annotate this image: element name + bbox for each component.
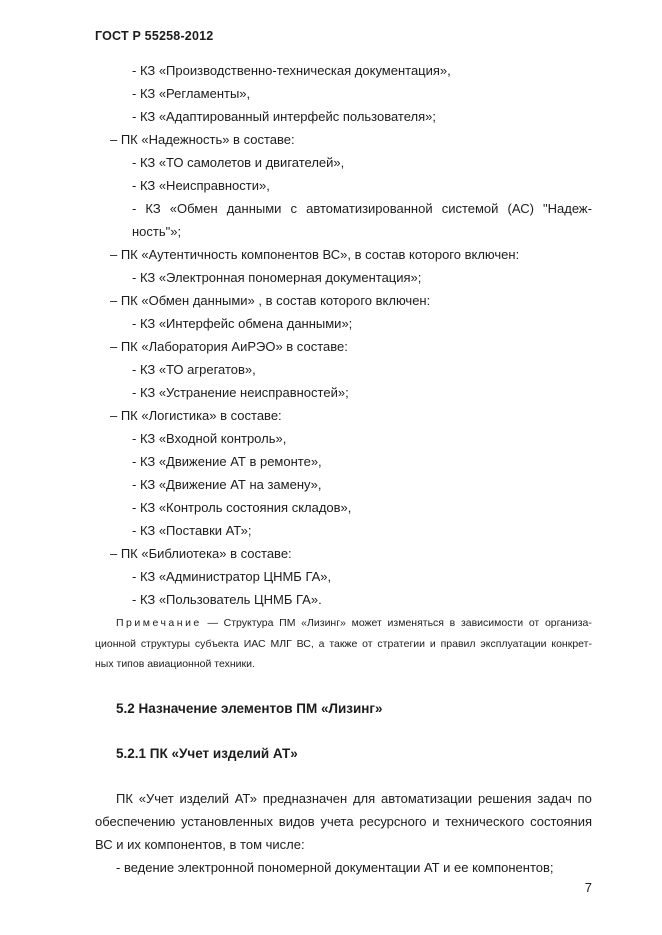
list-item: – ПК «Надежность» в составе: xyxy=(110,132,295,147)
list-item: – ПК «Библиотека» в составе: xyxy=(110,546,292,561)
list-item: – ПК «Аутентичность компонентов ВС», в состав которого включен: xyxy=(110,247,520,262)
page-number: 7 xyxy=(584,880,592,895)
pm-lizing-structure-list xyxy=(95,59,592,611)
list-item: - КЗ «Пользователь ЦНМБ ГА». xyxy=(132,592,322,607)
list-item: - КЗ «Движение АТ в ремонте», xyxy=(132,454,322,469)
note-line: Примечание — Структура ПМ «Лизинг» может изменяться в зависимости от организа- xyxy=(116,617,592,629)
list-item: – ПК «Логистика» в составе: xyxy=(110,408,282,423)
paragraph-line: ВС и их компонентов, в том числе: xyxy=(95,837,305,852)
paragraph-line: ПК «Учет изделий АТ» предназначен для автоматизации решения задач по xyxy=(116,791,592,806)
note-line: ных типов авиационной техники. xyxy=(95,658,255,670)
list-item: – ПК «Обмен данными» , в состав которого включен: xyxy=(110,293,431,308)
list-item: - КЗ «Устранение неисправностей»; xyxy=(132,385,349,400)
note-line: ционной структуры субъекта ИАС МЛГ ВС, а также от стратегии и правил эксплуатации конкрет- xyxy=(95,637,592,650)
pk-uchet-izdeliy-at-paragraph xyxy=(95,787,592,879)
section-heading-5-2-1: 5.2.1 ПК «Учет изделий АТ» xyxy=(116,746,298,761)
section-heading-5-2: 5.2 Назначение элементов ПМ «Лизинг» xyxy=(116,701,383,716)
list-item: - КЗ «Входной контроль», xyxy=(132,431,287,446)
list-item: - КЗ «Движение АТ на замену», xyxy=(132,477,322,492)
list-item: - КЗ «Интерфейс обмена данными»; xyxy=(132,316,353,331)
list-item: - КЗ «ТО самолетов и двигателей», xyxy=(132,155,345,170)
list-item: - КЗ «Регламенты», xyxy=(132,86,251,101)
note-paragraph xyxy=(95,613,592,675)
paragraph-line: - ведение электронной пономерной документации АТ и ее компонентов; xyxy=(116,860,554,875)
list-item: - КЗ «Администратор ЦНМБ ГА», xyxy=(132,569,332,584)
list-item: - КЗ «Обмен данными с автоматизированной системой (АС) "Надеж- xyxy=(132,201,592,216)
running-header-doc-code: ГОСТ Р 55258-2012 xyxy=(95,29,214,43)
list-item: - КЗ «Производственно-техническая документация», xyxy=(132,63,451,78)
list-item: ность"»; xyxy=(132,224,182,239)
list-item: - КЗ «ТО агрегатов», xyxy=(132,362,256,377)
list-item: - КЗ «Контроль состояния складов», xyxy=(132,500,352,515)
list-item: - КЗ «Электронная пономерная документация»; xyxy=(132,270,422,285)
list-item: - КЗ «Неисправности», xyxy=(132,178,270,193)
list-item: - КЗ «Поставки АТ»; xyxy=(132,523,252,538)
paragraph-line: обеспечению установленных видов учета ресурсного и технического состояния xyxy=(95,814,592,829)
list-item: – ПК «Лаборатория АиРЭО» в составе: xyxy=(110,339,348,354)
list-item: - КЗ «Адаптированный интерфейс пользователя»; xyxy=(132,109,437,124)
